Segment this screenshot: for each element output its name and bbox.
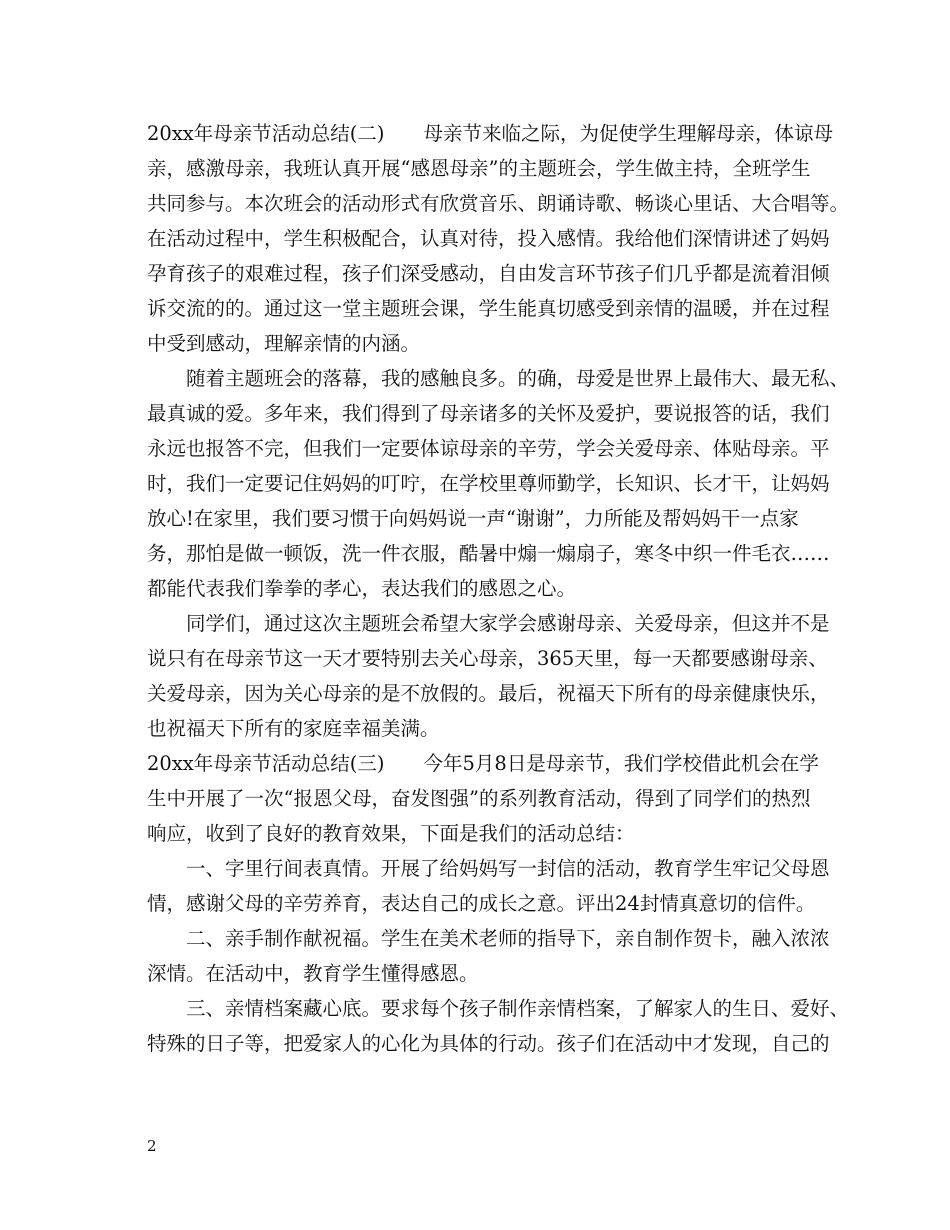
- text-line: 深情。在活动中，教育学生懂得感恩。: [147, 962, 479, 985]
- text-line: 共同参与。本次班会的活动形式有欣赏音乐、朗诵诗歌、畅谈心里话、大合唱等。: [147, 192, 850, 215]
- text-line: 亲，感激母亲，我班认真开展“感恩母亲”的主题班会，学生做主持，全班学生: [147, 157, 811, 180]
- text-line: 特殊的日子等，把爱家人的心化为具体的行动。孩子们在活动中才发现，自己的: [147, 1032, 830, 1055]
- text-line: 说只有在母亲节这一天才要特别去关心母亲，365天里，每一天都要感谢母亲、: [147, 647, 828, 670]
- text-line: 放心!在家里，我们要习惯于向妈妈说一声“谢谢”，力所能及帮妈妈干一点家: [147, 507, 799, 530]
- text-line: 生中开展了一次“报恩父母，奋发图强”的系列教育活动，得到了同学们的热烈: [147, 787, 811, 810]
- text-line: 一、字里行间表真情。开展了给妈妈写一封信的活动，教育学生牢记父母恩: [147, 857, 830, 880]
- text-line: 关爱母亲，因为关心母亲的是不放假的。最后，祝福天下所有的母亲健康快乐，: [147, 682, 830, 705]
- text-line: 都能代表我们拳拳的孝心，表达我们的感恩之心。: [147, 577, 577, 600]
- text-line: 响应，收到了良好的教育效果，下面是我们的活动总结：: [147, 822, 635, 845]
- text-line: 孕育孩子的艰难过程，孩子们深受感动，自由发言环节孩子们几乎都是流着泪倾: [147, 262, 830, 285]
- text-line: 务，那怕是做一顿饭，洗一件衣服，酷暑中煽一煽扇子，寒冬中织一件毛衣……: [147, 542, 830, 565]
- text-line: 情，感谢父母的辛劳养育，表达自己的成长之意。评出24封情真意切的信件。: [147, 892, 816, 915]
- text-line: 时，我们一定要记住妈妈的叮咛，在学校里尊师勤学，长知识、长才干，让妈妈: [147, 472, 830, 495]
- text-line: 20xx年母亲节活动总结(三) 今年5月8日是母亲节，我们学校借此机会在学: [147, 752, 819, 775]
- text-line: 永远也报答不完，但我们一定要体谅母亲的辛劳，学会关爱母亲、体贴母亲。平: [147, 437, 830, 460]
- text-line: 同学们，通过这次主题班会希望大家学会感谢母亲、关爱母亲，但这并不是: [147, 612, 830, 635]
- text-line: 三、亲情档案藏心底。要求每个孩子制作亲情档案，了解家人的生日、爱好、: [147, 997, 850, 1020]
- text-line: 也祝福天下所有的家庭幸福美满。: [147, 717, 440, 740]
- text-line: 20xx年母亲节活动总结(二) 母亲节来临之际，为促使学生理解母亲，体谅母: [147, 122, 834, 145]
- text-line: 最真诚的爱。多年来，我们得到了母亲诸多的关怀及爱护，要说报答的话，我们: [147, 402, 830, 425]
- page-number: 2: [147, 1137, 157, 1155]
- text-line: 诉交流的的。通过这一堂主题班会课，学生能真切感受到亲情的温暖，并在过程: [147, 297, 830, 320]
- text-line: 二、亲手制作献祝福。学生在美术老师的指导下，亲自制作贺卡，融入浓浓: [147, 927, 830, 950]
- text-line: 中受到感动，理解亲情的内涵。: [147, 332, 421, 355]
- text-line: 随着主题班会的落幕，我的感触良多。的确，母爱是世界上最伟大、最无私、: [147, 367, 850, 390]
- text-line: 在活动过程中，学生积极配合，认真对待，投入感情。我给他们深情讲述了妈妈: [147, 227, 830, 250]
